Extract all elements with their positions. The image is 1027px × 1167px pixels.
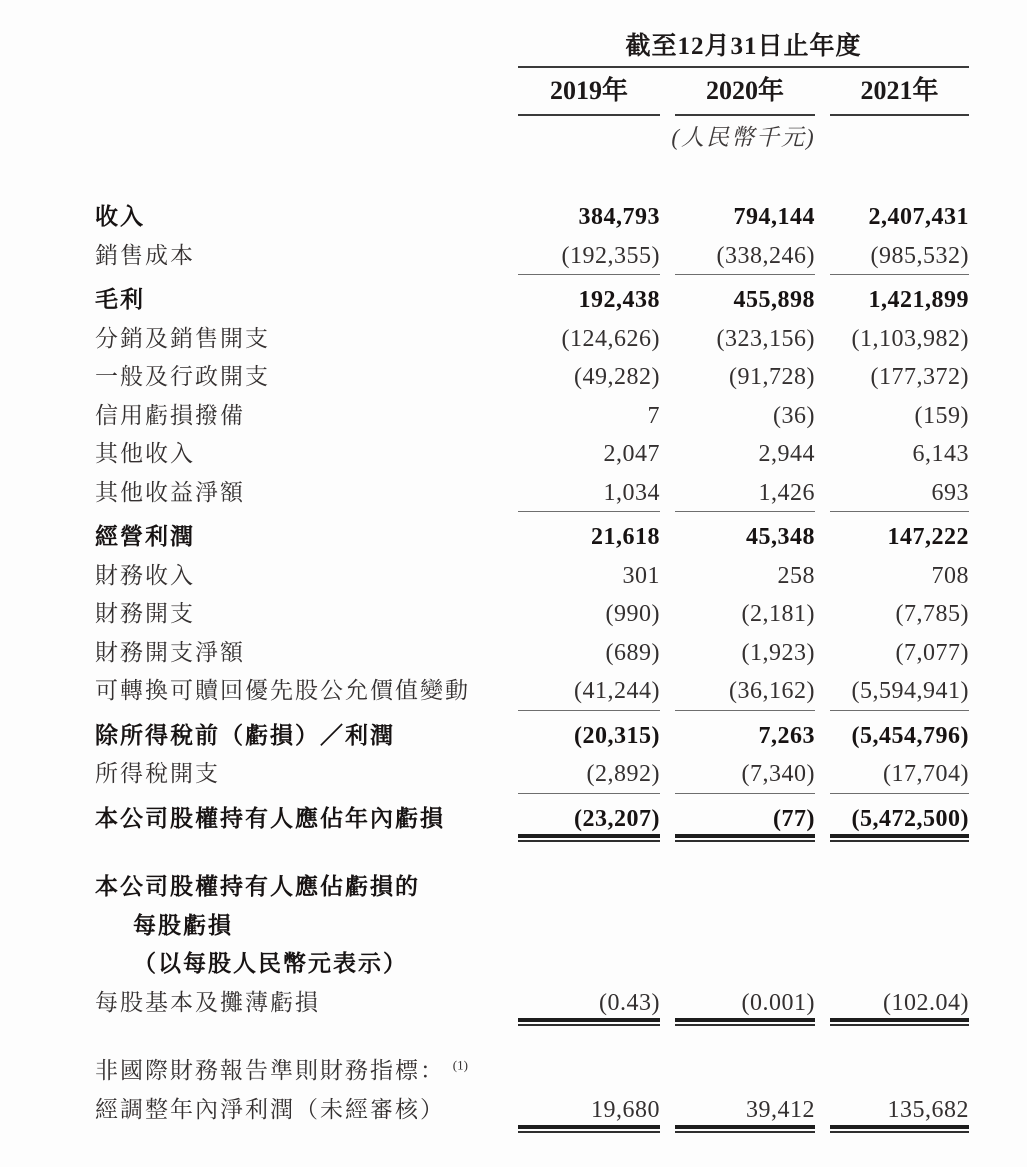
row-value: (41,244) — [518, 672, 660, 711]
table-row — [95, 595, 969, 634]
row-value: (689) — [605, 639, 660, 666]
row-label: 非國際財務報告準則財務指標： — [95, 1058, 445, 1083]
table-row — [95, 435, 969, 474]
row-label-cell — [95, 907, 503, 946]
row-value: (36) — [773, 402, 815, 429]
table-row — [95, 717, 969, 756]
row-label: 收入 — [95, 204, 145, 229]
table-row — [95, 755, 969, 794]
row-value: (49,282) — [574, 364, 660, 390]
row-value: 1,034 — [518, 474, 660, 513]
row-label: 經營利潤 — [95, 524, 195, 549]
row-value — [518, 907, 660, 946]
row-value: (7,785) — [895, 601, 969, 627]
row-label-cell — [95, 945, 503, 984]
row-value: (1,103,982) — [851, 325, 969, 352]
table-header-year-row — [95, 68, 969, 116]
row-value: (77) — [675, 800, 815, 839]
row-label: 分銷及銷售開支 — [95, 325, 270, 351]
row-label: 銷售成本 — [95, 242, 195, 268]
period-header: 截至12月31日止年度 — [518, 28, 969, 68]
row-label-cell — [95, 281, 503, 320]
row-value: 384,793 — [578, 204, 660, 230]
row-label: 除所得稅前（虧損）／利潤 — [95, 722, 395, 748]
row-label-cell — [95, 717, 503, 756]
row-label-cell — [95, 755, 503, 794]
table-row — [95, 945, 969, 984]
row-value — [675, 1052, 815, 1091]
row-label-cell — [95, 518, 503, 557]
row-value — [675, 907, 815, 946]
row-label: 每股基本及攤薄虧損 — [95, 989, 320, 1015]
row-value: (20,315) — [574, 722, 660, 749]
row-value: (102.04) — [830, 984, 969, 1023]
row-value: 1,421,899 — [868, 287, 969, 313]
row-label: （以每股人民幣元表示） — [133, 951, 408, 976]
row-value: (7,077) — [895, 639, 969, 666]
row-value: 2,047 — [603, 441, 660, 467]
row-value: (985,532) — [830, 237, 969, 276]
row-value — [675, 868, 815, 907]
row-value: (0.001) — [675, 984, 815, 1023]
row-label: 一般及行政開支 — [95, 364, 270, 389]
row-value: (5,454,796) — [851, 722, 969, 749]
row-label: 毛利 — [95, 287, 145, 312]
row-value: (0.43) — [518, 984, 660, 1023]
row-value: (323,156) — [716, 325, 815, 352]
row-value: 455,898 — [733, 287, 815, 313]
row-value — [518, 1052, 660, 1091]
row-value: (17,704) — [830, 755, 969, 794]
unit-note: (人民幣千元) — [671, 125, 816, 150]
year-column-header-2020: 2020年 — [675, 68, 815, 116]
row-label-cell — [95, 397, 503, 436]
row-label-cell — [95, 435, 503, 474]
row-value: (23,207) — [518, 800, 660, 839]
row-value — [830, 1052, 969, 1091]
table-header-unit-row — [95, 116, 969, 160]
row-label-cell — [95, 595, 503, 634]
row-value: 19,680 — [518, 1091, 660, 1130]
row-value — [830, 907, 969, 946]
row-label: 財務收入 — [95, 562, 195, 588]
table-header-period-row — [95, 28, 969, 68]
table-row — [95, 474, 969, 513]
row-value: 7 — [647, 402, 660, 429]
row-label: 每股虧損 — [133, 912, 233, 938]
row-label-cell — [95, 557, 503, 596]
row-label-cell — [95, 800, 503, 839]
row-value: 258 — [777, 562, 815, 589]
table-row — [95, 907, 969, 946]
row-value: 21,618 — [591, 524, 660, 550]
table-row — [95, 634, 969, 673]
row-label: 其他收入 — [95, 441, 195, 466]
row-value — [830, 868, 969, 907]
row-value: 39,412 — [675, 1091, 815, 1130]
row-value: (990) — [605, 601, 660, 627]
row-label-cell — [95, 1091, 503, 1130]
row-value: (177,372) — [870, 364, 969, 390]
row-value: (2,181) — [741, 601, 815, 627]
row-label-cell — [95, 1052, 503, 1091]
row-value: 794,144 — [733, 204, 815, 230]
row-value — [675, 945, 815, 984]
row-label-cell — [95, 634, 503, 673]
table-row — [95, 281, 969, 320]
row-value: (338,246) — [675, 237, 815, 276]
table-row — [95, 358, 969, 397]
row-value: (7,340) — [675, 755, 815, 794]
row-label-cell — [95, 474, 503, 513]
row-value: 2,944 — [758, 441, 815, 467]
table-row — [95, 237, 969, 276]
row-value: 6,143 — [912, 441, 969, 467]
table-row — [95, 1052, 969, 1091]
row-label-cell — [95, 868, 503, 907]
table-row — [95, 868, 969, 907]
year-column-header-2021: 2021年 — [830, 68, 969, 116]
table-row — [95, 320, 969, 359]
row-label: 信用虧損撥備 — [95, 402, 245, 428]
footnote-ref: (1) — [452, 1057, 468, 1073]
row-label: 所得稅開支 — [95, 761, 220, 786]
row-value: (36,162) — [675, 672, 815, 711]
header-spacer — [95, 116, 503, 160]
row-label: 其他收益淨額 — [95, 479, 245, 505]
row-value: 2,407,431 — [868, 204, 969, 230]
row-value: (159) — [914, 402, 969, 429]
year-column-header-2019: 2019年 — [518, 68, 660, 116]
row-value: (1,923) — [741, 639, 815, 666]
row-value: (5,594,941) — [830, 672, 969, 711]
row-value: (2,892) — [518, 755, 660, 794]
header-spacer — [95, 68, 503, 116]
table-row — [95, 198, 969, 237]
row-value: 45,348 — [746, 524, 815, 550]
row-label: 經調整年內淨利潤（未經審核） — [95, 1096, 445, 1122]
row-value: 693 — [830, 474, 969, 513]
table-row — [95, 557, 969, 596]
row-value — [830, 945, 969, 984]
row-label-cell — [95, 358, 503, 397]
row-value: 7,263 — [758, 722, 815, 749]
row-value: 301 — [622, 562, 660, 589]
row-value: 192,438 — [578, 287, 660, 313]
row-label: 本公司股權持有人應佔年內虧損 — [95, 805, 445, 831]
row-value: (124,626) — [561, 325, 660, 352]
row-value: 135,682 — [830, 1091, 969, 1130]
row-label-cell — [95, 984, 503, 1023]
row-label: 本公司股權持有人應佔虧損的 — [95, 874, 420, 899]
row-label-cell — [95, 237, 503, 276]
row-label-cell — [95, 672, 503, 711]
row-value: (5,472,500) — [830, 800, 969, 839]
row-value: 147,222 — [887, 524, 969, 550]
table-body — [95, 198, 969, 1129]
table-row — [95, 1091, 969, 1130]
row-label-cell — [95, 198, 503, 237]
table-row — [95, 397, 969, 436]
table-row — [95, 984, 969, 1023]
row-value: (192,355) — [518, 237, 660, 276]
row-label: 可轉換可贖回優先股公允價值變動 — [95, 678, 470, 703]
header-spacer — [95, 28, 503, 68]
table-row — [95, 672, 969, 711]
row-label: 財務開支淨額 — [95, 639, 245, 665]
table-row — [95, 518, 969, 557]
row-value: 708 — [931, 562, 969, 589]
row-label-cell — [95, 320, 503, 359]
row-value: (91,728) — [729, 364, 815, 390]
row-value — [518, 868, 660, 907]
row-label: 財務開支 — [95, 601, 195, 626]
row-value: 1,426 — [675, 474, 815, 513]
row-value — [518, 945, 660, 984]
table-row — [95, 800, 969, 839]
